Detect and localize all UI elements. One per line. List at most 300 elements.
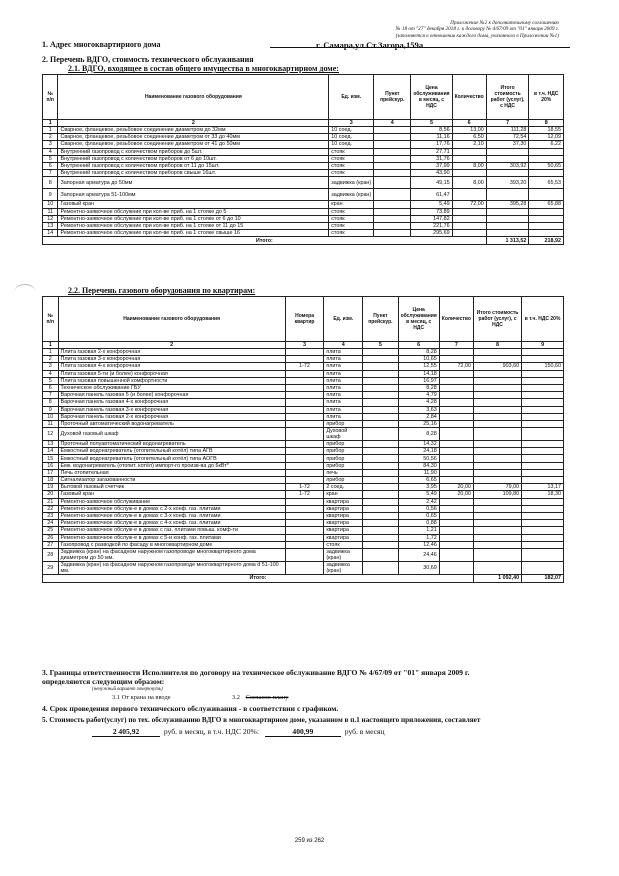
table2-row: [43, 406, 564, 413]
table2-cell: [363, 406, 398, 413]
page-footer: 259 из 262: [294, 838, 325, 844]
column-number: 5: [363, 342, 398, 349]
table2-cell: Ремонтно-заявочное обслуж-е в домах с 5-и конф. газ. плитами: [58, 534, 285, 541]
table2-cell: [439, 477, 473, 484]
table2-row: [43, 541, 564, 548]
table2-row: [43, 548, 564, 561]
table2-row: [43, 477, 564, 484]
table2-cell: Варочная панель газовая 3-х конфорочная: [58, 406, 285, 413]
table2-header-cell: в т.ч. НДС 20%: [522, 297, 564, 342]
section-3-option-2-text: Согласно плану: [245, 694, 289, 701]
table2-header-cell: № п/п: [43, 297, 59, 342]
table2-cell: [522, 441, 564, 448]
table1-header-cell: Ед. изм.: [329, 75, 374, 120]
table1-cell: стояк: [329, 170, 374, 177]
table2-row: [43, 392, 564, 399]
table2-cell: [439, 527, 473, 534]
table1-cell: [486, 222, 529, 229]
table1-cell: 49,15: [411, 177, 452, 189]
table1-cell: 147,82: [411, 215, 452, 222]
table1-cell: Внутренний газопровод с количеством приборов от 11 до 15шт.: [58, 162, 329, 169]
column-number: 8: [529, 120, 564, 127]
table2-cell: [363, 392, 398, 399]
section-5-amount: 2 405,92: [92, 727, 160, 737]
column-number: 5: [411, 120, 452, 127]
table2-cell: 24,18: [398, 448, 439, 455]
table2-row: [43, 420, 564, 427]
table1-cell: 12: [43, 215, 58, 222]
table2-row: [43, 462, 564, 469]
table2-cell: 16,97: [398, 377, 439, 384]
table2-cell: Варочная панель газовая 5 (и более) конфорочная: [58, 392, 285, 399]
table1-cell: Запорная арматура до 50мм: [58, 177, 329, 189]
table2-cell: 8,28: [398, 428, 439, 441]
column-number: 6: [398, 342, 439, 349]
table2-header-cell: Ед. изм.: [324, 297, 363, 342]
table1-cell: [529, 230, 564, 237]
table2-cell: 25,16: [398, 420, 439, 427]
table2-row: [43, 484, 564, 491]
table1-cell: Сварное, фланцевое, резьбовое соединение диаметром от 33 до 40мм: [58, 134, 329, 141]
section-3-option-2-number: 3.2: [232, 694, 240, 701]
table1-cell: [374, 134, 411, 141]
table2-cell: [473, 413, 521, 420]
table2-row: [43, 384, 564, 391]
table2-cell: 21: [43, 498, 59, 505]
table2-cell: плита: [324, 406, 363, 413]
table2-cell: Техническое обслуживание ГБУ: [58, 384, 285, 391]
table2-cell: [439, 561, 473, 574]
table2-cell: 29: [43, 561, 59, 574]
table2-cell: [285, 413, 324, 420]
table1-total-sum: 1 313,52: [486, 237, 529, 245]
table1-cell: [374, 177, 411, 189]
table2-cell: [439, 455, 473, 462]
table1-cell: Сварное, фланцевое, резьбовое соединение диаметром от 41 до 50мм: [58, 141, 329, 148]
table1-header-cell: Итого стоимость работ (услуг), с НДС: [486, 75, 529, 120]
table2-cell: Газопровод с разводкой по фасаду в многоквартирном доме: [58, 541, 285, 548]
table2-cell: 1,72: [398, 534, 439, 541]
table2-header-cell: Наименование газового оборудования: [58, 297, 285, 342]
table1-cell: [374, 208, 411, 215]
table1-cell: 65,53: [529, 177, 564, 189]
table2-cell: [363, 469, 398, 476]
column-number: 1: [43, 342, 59, 349]
table2-cell: плита: [324, 399, 363, 406]
table2-cell: квартира: [324, 534, 363, 541]
table2-cell: [285, 477, 324, 484]
table2-cell: печь: [324, 469, 363, 476]
table1-cell: задвижка (кран): [329, 189, 374, 201]
table1-cell: 11,16: [411, 134, 452, 141]
table2-cell: [285, 384, 324, 391]
column-number: 2: [58, 342, 285, 349]
table2-cell: [285, 512, 324, 519]
table2-row: [43, 491, 564, 498]
column-number: 3: [285, 342, 324, 349]
table2-cell: [473, 548, 521, 561]
table2-cell: Проточный полуавтоматический водонагреватель: [58, 441, 285, 448]
table2-cell: [522, 505, 564, 512]
table2-cell: [473, 428, 521, 441]
table1-cell: [374, 170, 411, 177]
table2-cell: 3,63: [398, 406, 439, 413]
table2-cell: Варочная панель газовая 4-х конфорочная: [58, 399, 285, 406]
table2-cell: плита: [324, 384, 363, 391]
table2-row: [43, 377, 564, 384]
table1-cell: [529, 148, 564, 155]
column-number: 6: [452, 120, 486, 127]
section-2-title: 2. Перечень ВДГО, стоимость технического обслуживания: [42, 55, 254, 64]
table2-cell: [473, 441, 521, 448]
column-number: 7: [486, 120, 529, 127]
table2-cell: [439, 349, 473, 356]
table1-cell: 5: [43, 155, 58, 162]
table2-cell: 20,00: [439, 484, 473, 491]
table2-cell: 20,00: [439, 491, 473, 498]
table2-cell: [285, 520, 324, 527]
table2-cell: [363, 520, 398, 527]
table2-cell: [285, 505, 324, 512]
table2-row: [43, 455, 564, 462]
table1-row: [43, 155, 564, 162]
table2-cell: [363, 534, 398, 541]
table2-cell: [363, 455, 398, 462]
table2-cell: 19: [43, 484, 59, 491]
table2-cell: 1-72: [285, 363, 324, 370]
table2-cell: [363, 363, 398, 370]
table1-cell: 65,88: [529, 201, 564, 208]
table1-total-label: Итого:: [43, 237, 487, 245]
table2-cell: прибор: [324, 420, 363, 427]
table1-cell: 8,00: [452, 162, 486, 169]
table2-total-vat: 182,07: [522, 574, 564, 582]
table1-cell: кран: [329, 201, 374, 208]
table2-cell: [285, 448, 324, 455]
table1-cell: [486, 170, 529, 177]
column-number: 8: [473, 342, 521, 349]
table1-cell: стояк: [329, 162, 374, 169]
table2-cell: [285, 399, 324, 406]
table2-cell: [522, 399, 564, 406]
table2-cell: Духовой газовый шкаф: [58, 428, 285, 441]
table2-cell: Плита газовая 5-ти (и более) конфорочная: [58, 370, 285, 377]
table2-cell: 0,56: [398, 505, 439, 512]
table2-header-cell: Пункт прейскур.: [363, 297, 398, 342]
table2-cell: 9: [43, 406, 59, 413]
table2-cell: Проточный автоматический водонагреватель: [58, 420, 285, 427]
table1-cell: 11: [43, 208, 58, 215]
table2-cell: [522, 534, 564, 541]
table2-cell: [439, 548, 473, 561]
table2-cell: [473, 406, 521, 413]
table2-cell: 10: [43, 413, 59, 420]
table2-row: [43, 370, 564, 377]
table2-cell: 15: [43, 455, 59, 462]
table1-cell: Ремонтно-заявочное обслужние при кол-ве приб. на 1 стояке от 11 до 15: [58, 222, 329, 229]
table2-cell: [439, 420, 473, 427]
table2-cell: [363, 413, 398, 420]
table2-cell: плита: [324, 363, 363, 370]
table2-cell: 14,32: [398, 441, 439, 448]
table2-row: [43, 469, 564, 476]
table2-cell: прибор: [324, 477, 363, 484]
table2-cell: 28: [43, 548, 59, 561]
table2-cell: Емкостный водонагреватель (отопительный котёл) типа АОГВ: [58, 455, 285, 462]
table2-cell: [473, 399, 521, 406]
table2-cell: [439, 462, 473, 469]
table1-cell: 395,28: [486, 201, 529, 208]
table2-cell: стояк: [324, 541, 363, 548]
table2-cell: [473, 377, 521, 384]
table1-row: [43, 134, 564, 141]
table2-cell: [439, 384, 473, 391]
table2-cell: 11: [43, 420, 59, 427]
table2-cell: 22: [43, 505, 59, 512]
table2-cell: 23: [43, 512, 59, 519]
table2-cell: [473, 520, 521, 527]
table2-cell: [522, 377, 564, 384]
table1-cell: 13: [43, 222, 58, 229]
table1-cell: [529, 189, 564, 201]
table2-cell: [439, 541, 473, 548]
table2-cell: Ремонтно-заявочное обслуживание: [58, 498, 285, 505]
table2-cell: 2 соед.: [324, 484, 363, 491]
table2-cell: Емкостный водонагреватель (отопительный котёл) типа АГВ: [58, 448, 285, 455]
table2-cell: [439, 428, 473, 441]
table2-cell: [285, 534, 324, 541]
table2-cell: 6,65: [398, 477, 439, 484]
table2-cell: 17: [43, 469, 59, 476]
table2-cell: [363, 484, 398, 491]
table2-cell: Емк. водонагреватель (отопит. котёл) импорт-го произв-ва до 6кВт*: [58, 462, 285, 469]
table2-cell: 8: [43, 399, 59, 406]
table2-cell: [285, 428, 324, 441]
punch-hole-mark: [14, 284, 36, 301]
table1-cell: 10 соед.: [329, 141, 374, 148]
table2-cell: 13: [43, 441, 59, 448]
table2-cell: 150,60: [522, 363, 564, 370]
table2-cell: прибор: [324, 462, 363, 469]
table2-cell: [285, 548, 324, 561]
table1-cell: 6,22: [529, 141, 564, 148]
table1-row: [43, 230, 564, 237]
table1-cell: 17,76: [411, 141, 452, 148]
table2-cell: [473, 498, 521, 505]
table2-cell: Бытовой газовый счетчик: [58, 484, 285, 491]
table1-cell: [374, 215, 411, 222]
table2-cell: [285, 420, 324, 427]
table1-cell: 10: [43, 201, 58, 208]
table2-cell: [522, 512, 564, 519]
table2-cell: [439, 392, 473, 399]
table2-cell: 903,60: [473, 363, 521, 370]
table2-cell: [473, 527, 521, 534]
table1-cell: 37,30: [486, 141, 529, 148]
common-property-table: [42, 74, 564, 245]
table2-cell: [473, 505, 521, 512]
table2-cell: Задвижка (кран) на фасадном наружном газопроводе многоквартирного дома диаметром до 50 мм.: [58, 548, 285, 561]
table2-cell: [473, 356, 521, 363]
table2-cell: задвижка (кран): [324, 561, 363, 574]
table2-cell: Плита газовая повышенной комфортности: [58, 377, 285, 384]
table2-cell: [522, 420, 564, 427]
section-5-text: 5. Стоимость работ(услуг) по тех. обслуживанию ВДГО в многоквартирном доме, указанном в п.1 настоящего приложения, составляет: [42, 716, 481, 724]
table1-cell: 72,00: [452, 201, 486, 208]
table2-cell: прибор: [324, 455, 363, 462]
table2-cell: 6: [43, 384, 59, 391]
table2-total-row: [43, 574, 564, 582]
table1-cell: [452, 222, 486, 229]
table2-cell: квартира: [324, 527, 363, 534]
table2-total-sum: 1 092,40: [473, 574, 521, 582]
table2-cell: 10,65: [398, 356, 439, 363]
table2-cell: [473, 534, 521, 541]
table2-cell: [439, 370, 473, 377]
table1-cell: 10 соед.: [329, 134, 374, 141]
table2-cell: [522, 477, 564, 484]
column-number: 2: [58, 120, 329, 127]
table2-cell: Ремонтно-заявочное обслуж-е в домах с газ. плитами повыш. комф-ти: [58, 527, 285, 534]
section-3-option-2: [232, 694, 289, 701]
column-number: 4: [324, 342, 363, 349]
header-note-line-3: (заполняется в отношении каждого дома, указанного в Приложении №1): [395, 32, 559, 39]
section-3-hint: (ненужный вариант зачеркнуть): [92, 687, 163, 692]
table2-cell: 0,65: [398, 512, 439, 519]
table2-cell: [363, 441, 398, 448]
table2-cell: 12,46: [398, 541, 439, 548]
table2-row: [43, 356, 564, 363]
table2-cell: [473, 448, 521, 455]
table2-cell: [522, 527, 564, 534]
section-5-amount-line: [92, 727, 385, 737]
table2-cell: 72,00: [439, 363, 473, 370]
table2-cell: [473, 512, 521, 519]
table1-cell: стояк: [329, 222, 374, 229]
table2-cell: квартира: [324, 520, 363, 527]
table2-cell: Плита газовая 3-х конфорочная: [58, 356, 285, 363]
table1-cell: 6: [43, 162, 58, 169]
table2-cell: [363, 349, 398, 356]
table2-cell: Печь отопительная: [58, 469, 285, 476]
table2-cell: 4: [43, 370, 59, 377]
column-number: 1: [43, 120, 58, 127]
table2-row: [43, 498, 564, 505]
table2-cell: [439, 534, 473, 541]
table2-row: [43, 441, 564, 448]
table2-cell: [473, 477, 521, 484]
table2-cell: плита: [324, 356, 363, 363]
table1-cell: Внутренний газопровод с количеством приборов свыше 16шт.: [58, 170, 329, 177]
table2-cell: 16: [43, 462, 59, 469]
table2-cell: Ремонтно-заявочное обслуж-е в домах с 3-х конф. газ. плитами: [58, 512, 285, 519]
table2-cell: [522, 392, 564, 399]
table2-cell: [473, 384, 521, 391]
header-note: [396, 20, 559, 39]
table1-header-cell: Цена обслуживания в месяц, с НДС: [411, 75, 452, 120]
table2-cell: [363, 420, 398, 427]
table2-cell: [285, 469, 324, 476]
table2-cell: [439, 448, 473, 455]
table1-total-vat: 218,92: [529, 237, 564, 245]
table1-cell: Внутренний газопровод с количеством приборов до 5шт.: [58, 148, 329, 155]
table2-cell: Газовый кран: [58, 491, 285, 498]
table2-cell: [522, 406, 564, 413]
table2-cell: [522, 413, 564, 420]
table2-row: [43, 349, 564, 356]
table2-cell: [439, 520, 473, 527]
table1-cell: стояк: [329, 148, 374, 155]
table1-total-row: [43, 237, 564, 245]
table1-cell: [374, 222, 411, 229]
table2-cell: 14: [43, 448, 59, 455]
table2-row: [43, 520, 564, 527]
table2-cell: плита: [324, 377, 363, 384]
table2-cell: [473, 370, 521, 377]
table2-cell: 1-72: [285, 491, 324, 498]
table2-cell: Варочная панель газовая 2-х конфорочная: [58, 413, 285, 420]
table1-cell: 393,20: [486, 177, 529, 189]
header-note-line-2: № 18 от "27" декабря 2018 г. к договору № 4/67/09 от "01" января 2009 г.: [395, 26, 559, 33]
table1-cell: 295,69: [411, 230, 452, 237]
table2-cell: [285, 356, 324, 363]
table2-cell: 7: [43, 392, 59, 399]
table1-cell: [374, 155, 411, 162]
table2-cell: [285, 455, 324, 462]
section-5-unit-2: руб. в месяц: [344, 727, 385, 736]
table2-cell: [285, 349, 324, 356]
section-2-2-subtitle: 2.2. Перечень газового оборудования по квартирам:: [68, 286, 256, 295]
table2-cell: 18: [43, 477, 59, 484]
table2-cell: [285, 527, 324, 534]
table2-cell: [363, 498, 398, 505]
table2-cell: [363, 377, 398, 384]
column-number: 9: [522, 342, 564, 349]
table1-cell: 1: [43, 127, 58, 134]
table2-cell: [522, 462, 564, 469]
table2-cell: [285, 406, 324, 413]
table1-body: [43, 127, 564, 237]
table2-cell: 0,88: [398, 520, 439, 527]
table2-cell: 2: [43, 356, 59, 363]
table2-header-cell: Номера квартир: [285, 297, 324, 342]
table2-cell: [439, 441, 473, 448]
table2-cell: 50,56: [398, 455, 439, 462]
table2-cell: [439, 505, 473, 512]
table2-cell: [363, 384, 398, 391]
table2-row: [43, 561, 564, 574]
table2-cell: Плита газовая 2-х конфорочная: [58, 349, 285, 356]
table2-cell: [473, 349, 521, 356]
table1-row: [43, 148, 564, 155]
table1-cell: 73,89: [411, 208, 452, 215]
table1-cell: Ремонтно-заявочное обслужние при кол-ве приб. на 1 стояке от 6 до 10: [58, 215, 329, 222]
table1-cell: 9: [43, 189, 58, 201]
table2-cell: [439, 399, 473, 406]
table2-cell: 5,49: [398, 491, 439, 498]
table2-cell: [439, 512, 473, 519]
table2-cell: 1-72: [285, 484, 324, 491]
table1-cell: 18,55: [529, 127, 564, 134]
table2-cell: [522, 455, 564, 462]
table1-cell: [529, 170, 564, 177]
table2-row: [43, 363, 564, 370]
table2-cell: [363, 448, 398, 455]
table2-row: [43, 428, 564, 441]
table2-row: [43, 534, 564, 541]
table2-cell: [522, 384, 564, 391]
table1-header-cell: Количество: [452, 75, 486, 120]
